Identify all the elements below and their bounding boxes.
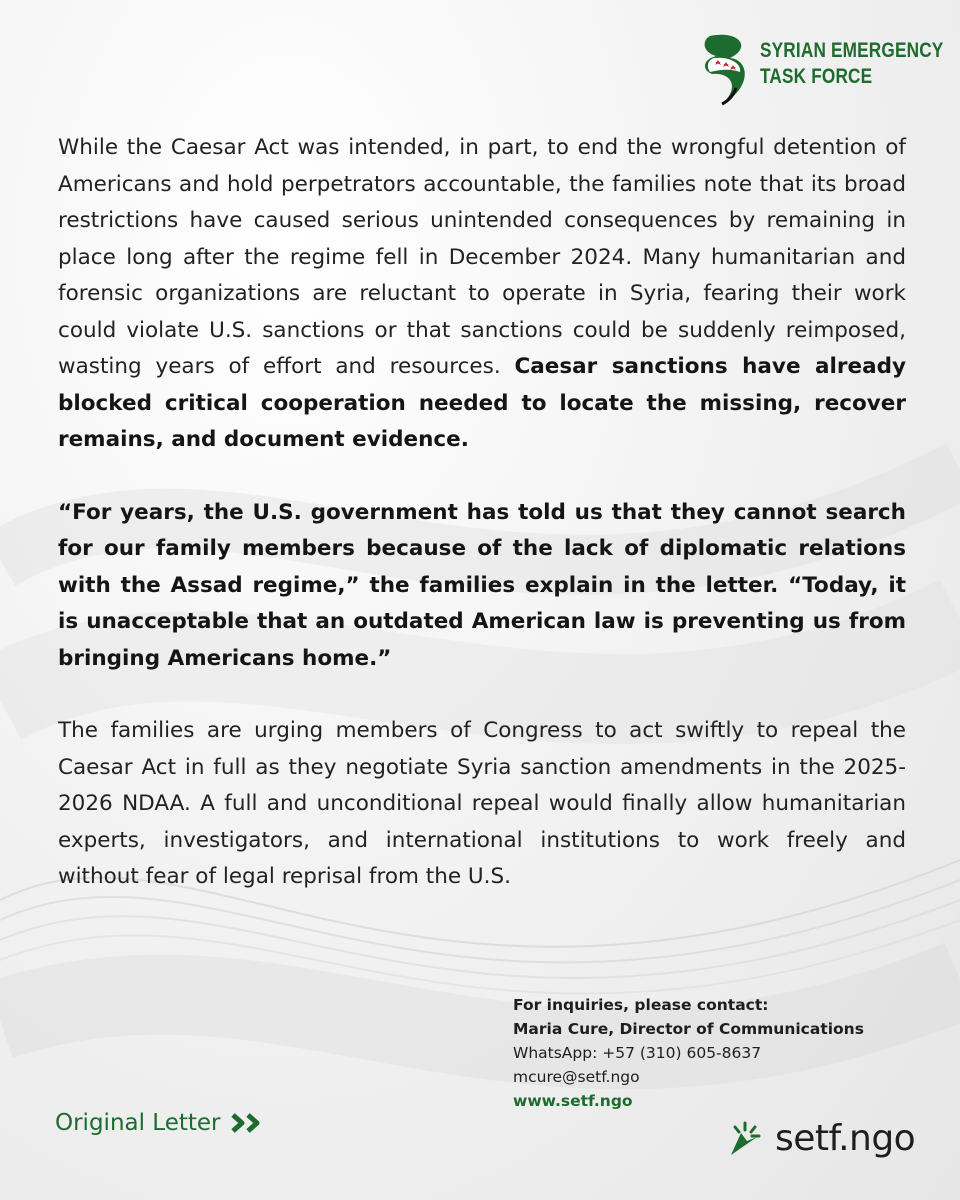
original-letter-link[interactable]	[55, 1110, 265, 1136]
contact-name: Maria Cure, Director of Communications	[513, 1020, 864, 1038]
contact-whatsapp[interactable]: WhatsApp: +57 (310) 605-8637	[513, 1044, 762, 1062]
setf-logo	[700, 30, 945, 110]
letter-body	[58, 130, 906, 896]
original-letter-label: Original Letter	[55, 1110, 221, 1136]
logo-line-2: TASK FORCE	[760, 65, 873, 88]
logo-wordmark	[760, 38, 943, 90]
paragraph-1-bold: Caesar sanctions have already blocked critical cooperation needed to locate the missing, recover remains, and document evidence.	[58, 354, 906, 452]
setf-brand-footer[interactable]	[725, 1118, 915, 1159]
cursor-click-icon	[725, 1119, 765, 1159]
paragraph-3: The families are urging members of Congress to act swiftly to repeal the Caesar Act in full as they negotiate Syria sanction amendments in the 2025-2026 NDAA. A full and unconditional repeal would finally allow humanitarian experts, investigators, and international institutions to work freely and without fear of legal reprisal from the U.S.	[58, 718, 906, 889]
logo-line-1: SYRIAN EMERGENCY	[760, 39, 944, 62]
contact-heading: For inquiries, please contact:	[513, 996, 769, 1014]
paragraph-1-text: While the Caesar Act was intended, in part, to end the wrongful detention of Americans and hold perpetrators accountable, the families note that its broad restrictions have caused serious unintended consequences by remaining in place long after the regime fell in December 2024. Many humanitarian and forensic organizations are reluctant to operate in Syria, fearing their work could violate U.S. sanctions or that sanctions could be suddenly reimposed, wasting years of effort and resources.	[58, 135, 906, 379]
paragraph-2-quote: “For years, the U.S. government has told us that they cannot search for our family members because of the lack of diplomatic relations with the Assad regime,” the families explain in the letter. “Today, it is unacceptable that an outdated American law is preventing us from bringing Americans home.”	[58, 499, 906, 671]
contact-website[interactable]: www.setf.ngo	[513, 1092, 633, 1110]
paragraph-1	[58, 130, 906, 459]
contact-block	[513, 993, 864, 1113]
contact-email[interactable]: mcure@setf.ngo	[513, 1068, 640, 1086]
brand-url: setf.ngo	[775, 1118, 916, 1159]
syria-flag-swoosh-icon	[700, 30, 752, 108]
double-chevron-right-icon	[231, 1112, 265, 1134]
